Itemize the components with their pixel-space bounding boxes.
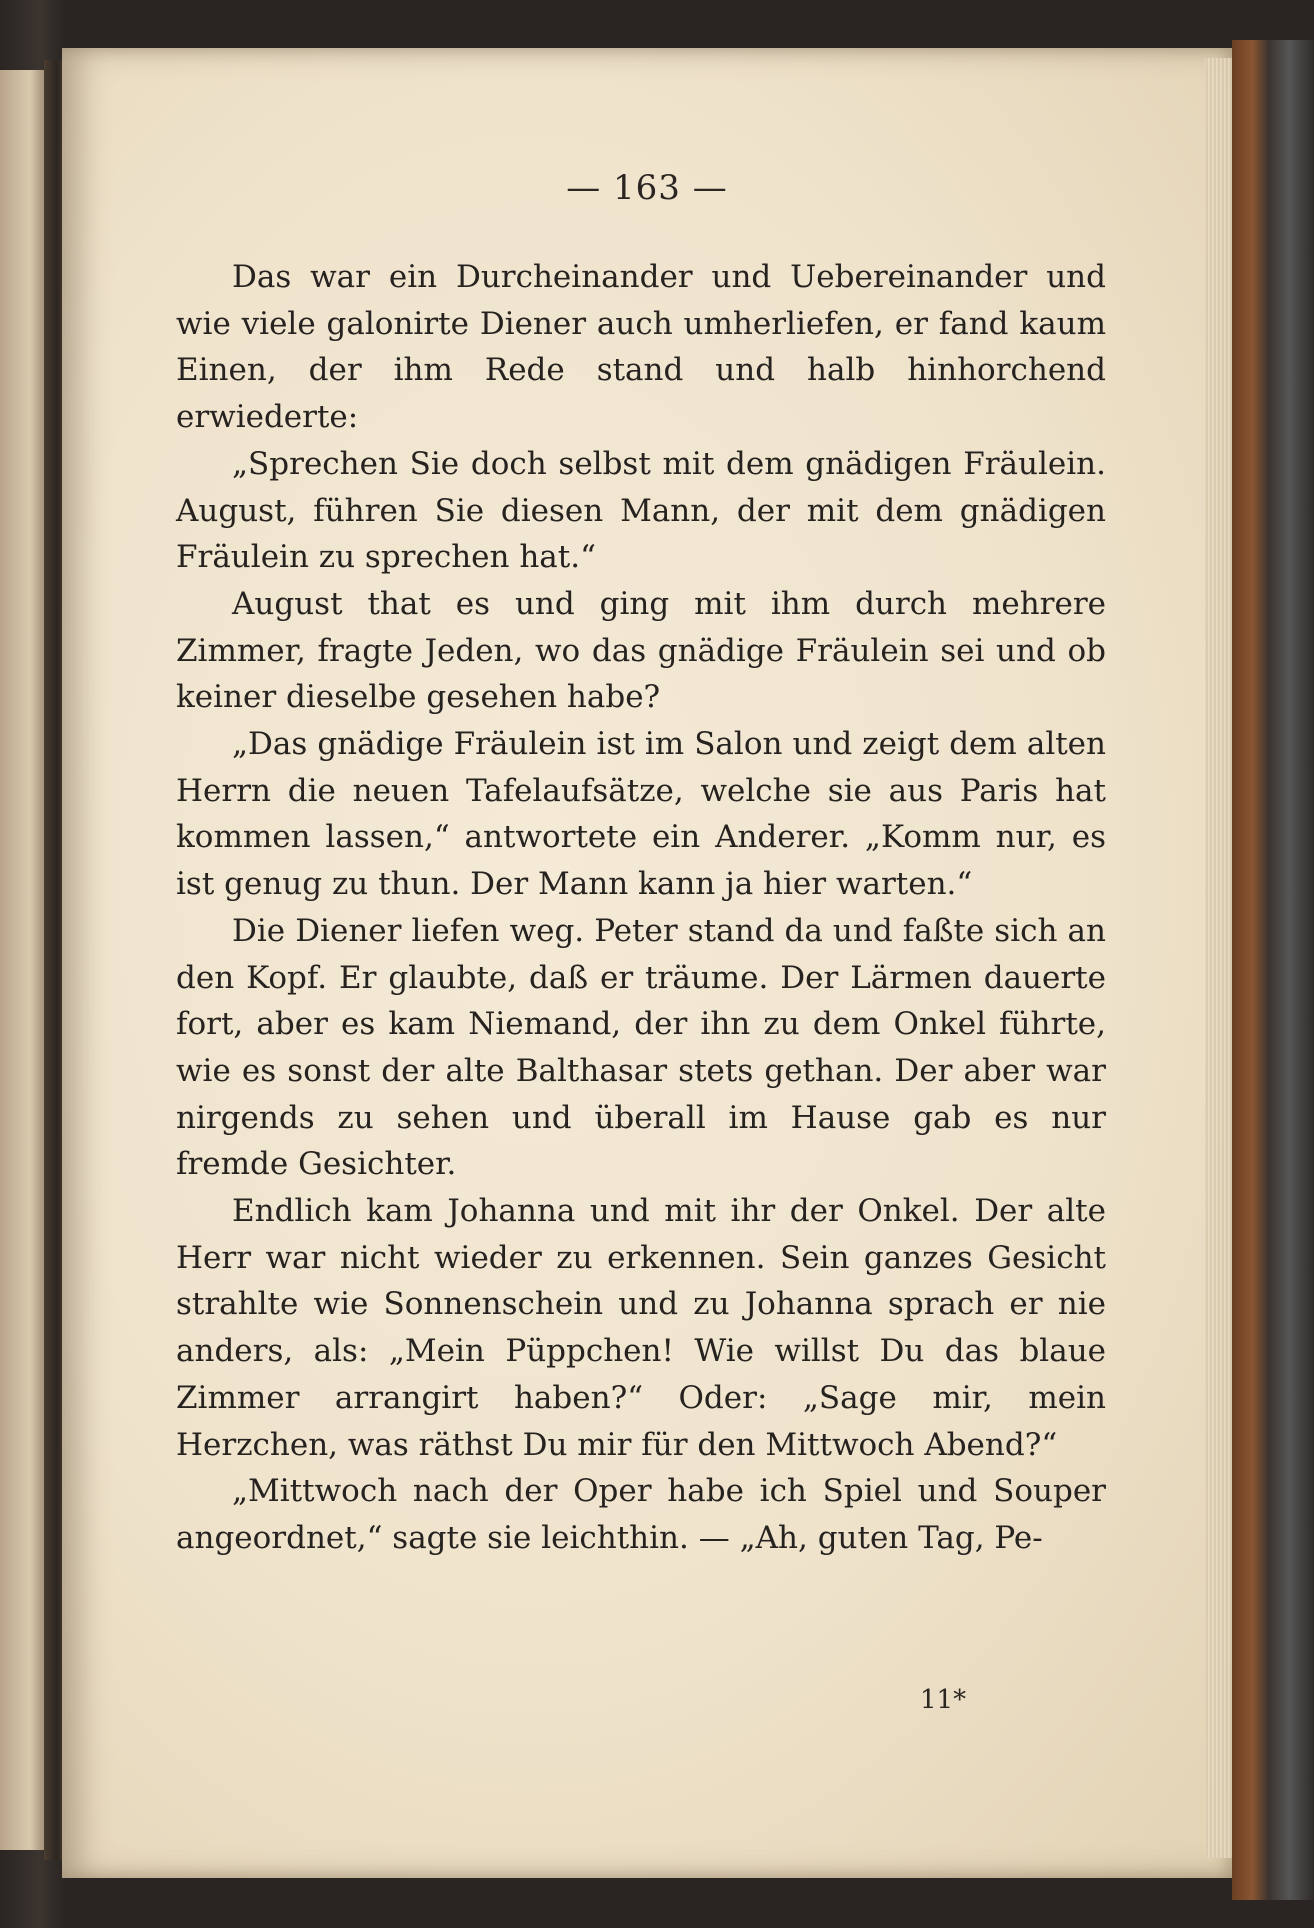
page-edges [1205,58,1235,1858]
paragraph: „Das gnädige Fräulein ist im Salon und zeigt dem alten Herrn die neuen Tafelaufsätze, welche sie aus Paris hat kommen lassen,“ antwortete ein Anderer. „Komm nur, es ist genug zu thun. Der Mann kann ja hier warten.“ [176,726,1106,903]
paragraph: Die Diener liefen weg. Peter stand da und faßte sich an den Kopf. Er glaubte, daß er träume. Der Lärmen dauerte fort, aber es kam Niemand, der ihn zu dem Onkel führte, wie es sonst der alte Balthasar stets gethan. Der aber war nirgends zu sehen und überall im Hause gab es nur fremde Gesichter. [176,912,1106,1183]
paragraph: „Sprechen Sie doch selbst mit dem gnädigen Fräulein. August, führen Sie diesen Mann, der mit dem gnädigen Fräulein zu sprechen hat.“ [176,445,1106,576]
paragraph: August that es und ging mit ihm durch mehrere Zimmer, fragte Jeden, wo das gnädige Fräulein sei und ob keiner dieselbe gesehen habe? [176,585,1106,716]
body-text [176,254,1106,1562]
paragraph: Endlich kam Johanna und mit ihr der Onkel. Der alte Herr war nicht wieder zu erkennen. Sein ganzes Gesicht strahlte wie Sonnenschein und zu Johanna sprach er nie anders, als: „Mein Püppchen! Wie willst Du das blaue Zimmer arrangirt haben?“ Oder: „Sage mir, mein Herzchen, was räthst Du mir für den Mittwoch Abend?“ [176,1193,1106,1463]
paragraph: Das war ein Durcheinander und Uebereinander und wie viele galonirte Diener auch umherliefen, er fand kaum Einen, der ihm Rede stand und halb hinhorchend erwiederte: [176,259,1106,436]
facing-page-edge [0,70,50,1850]
printer-signature-mark: 11* [920,1685,967,1715]
book-cover-board [1232,40,1314,1900]
paragraph: „Mittwoch nach der Oper habe ich Spiel und Souper angeordnet,“ sagte sie leichthin. — „Ah, guten Tag, Pe- [176,1473,1106,1556]
page-number: — 163 — [566,168,728,208]
